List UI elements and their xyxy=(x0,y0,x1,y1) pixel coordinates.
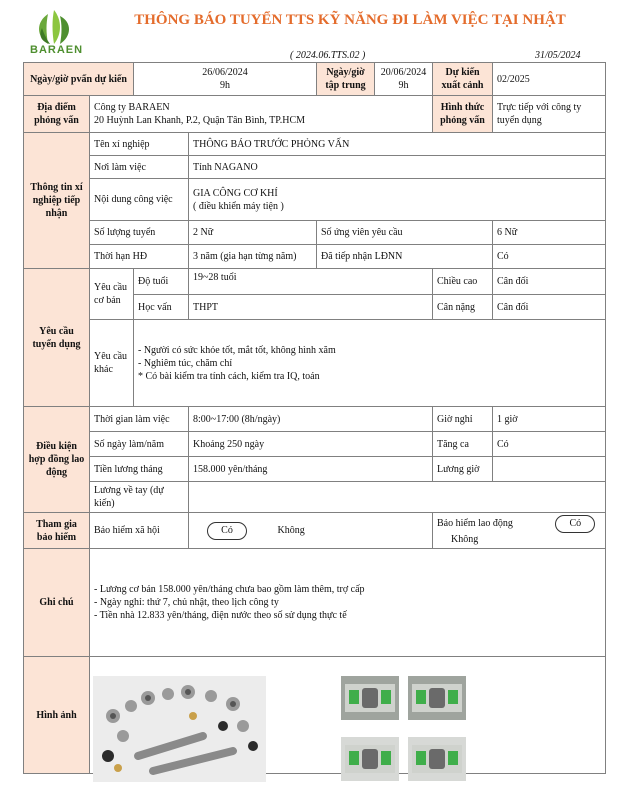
height-label: Chiều cao xyxy=(433,269,493,295)
salary-label: Tiền lương tháng xyxy=(90,457,189,482)
document-code: ( 2024.06.TTS.02 ) xyxy=(290,50,366,61)
location-label: Địa điểm phỏng vấn xyxy=(24,96,90,133)
ldnn: Có xyxy=(493,245,606,269)
note-item: - Tiền nhà 12.833 yên/tháng, điện nước theo số sử dụng thực tế xyxy=(94,610,347,621)
notes xyxy=(90,549,606,657)
contract-label: Thời hạn HĐ xyxy=(90,245,189,269)
interview-time-value: 9h xyxy=(220,80,230,91)
age: 19~28 tuổi xyxy=(189,269,433,295)
net-salary xyxy=(189,482,606,513)
other-req xyxy=(134,320,606,407)
bolts-photo xyxy=(93,676,266,782)
net-salary-label: Lương về tay (dự kiến) xyxy=(90,482,189,513)
conditions-label: Điều kiện hợp đồng lao động xyxy=(24,407,90,513)
note-item: - Lương cơ bản 158.000 yên/tháng chưa bao gồm làm thêm, trợ cấp xyxy=(94,584,365,595)
notes-label: Ghi chú xyxy=(24,549,90,657)
hourly xyxy=(493,457,606,482)
labor-insurance-yes: Có xyxy=(555,515,595,533)
gather-date-value: 20/06/2024 xyxy=(380,67,427,78)
info-table xyxy=(23,62,606,774)
departure-label: Dự kiến xuất cảnh xyxy=(433,63,493,96)
weight-label: Cân nặng xyxy=(433,295,493,320)
other-req-item: - Người có sức khỏe tốt, mắt tốt, không hình xăm xyxy=(138,344,336,356)
job-label: Nội dung công việc xyxy=(90,179,189,221)
workplace-label: Nơi làm việc xyxy=(90,156,189,179)
hours-label: Thời gian làm việc xyxy=(90,407,189,432)
interview-date-label: Ngày/giờ pvấn dự kiến xyxy=(24,63,134,96)
requirements-label: Yêu cầu tuyển dụng xyxy=(24,269,90,407)
age-label: Độ tuổi xyxy=(134,269,189,295)
page-title: THÔNG BÁO TUYỂN TTS KỸ NĂNG ĐI LÀM VIỆC TẠI NHẬT xyxy=(134,12,566,28)
education-label: Học vấn xyxy=(134,295,189,320)
overtime: Có xyxy=(493,432,606,457)
quantity-label: Số lượng tuyển xyxy=(90,221,189,245)
social-insurance-yes: Có xyxy=(207,522,247,540)
gather-date xyxy=(375,63,433,96)
break-label: Giờ nghỉ xyxy=(433,407,493,432)
logo-text: BARAEN xyxy=(30,44,84,56)
hours: 8:00~17:00 (8h/ngày) xyxy=(189,407,433,432)
other-req-item: - Nghiêm túc, chăm chỉ xyxy=(138,357,233,369)
quantity: 2 Nữ xyxy=(189,221,317,245)
hourly-label: Lương giờ xyxy=(433,457,493,482)
ldnn-label: Đã tiếp nhận LĐNN xyxy=(317,245,493,269)
machine-photo-1 xyxy=(341,676,399,720)
machine-photo-4 xyxy=(408,737,466,781)
social-insurance-options xyxy=(189,513,433,549)
company-name-label: Tên xí nghiệp xyxy=(90,133,189,156)
workplace: Tỉnh NAGANO xyxy=(189,156,606,179)
contract: 3 năm (gia hạn từng năm) xyxy=(189,245,317,269)
departure-value: 02/2025 xyxy=(493,63,606,96)
machine-photo-2 xyxy=(408,676,466,720)
applicants-label: Số ứng viên yêu cầu xyxy=(317,221,493,245)
other-req-label: Yêu cầu khác xyxy=(90,320,134,407)
document-date: 31/05/2024 xyxy=(535,50,581,61)
break: 1 giờ xyxy=(493,407,606,432)
social-insurance-no: Không xyxy=(277,524,305,536)
weight: Cân đối xyxy=(493,295,606,320)
height: Cân đối xyxy=(493,269,606,295)
company-info-label: Thông tin xí nghiệp tiếp nhận xyxy=(24,133,90,269)
company-name: THÔNG BÁO TRƯỚC PHỎNG VẤN xyxy=(189,133,606,156)
labor-insurance-no: Không xyxy=(451,534,479,545)
job-description xyxy=(189,179,606,221)
note-item: - Ngày nghỉ: thứ 7, chủ nhật, theo lịch công ty xyxy=(94,597,279,608)
location-value xyxy=(90,96,433,133)
education: THPT xyxy=(189,295,433,320)
days-label: Số ngày làm/năm xyxy=(90,432,189,457)
gather-date-label: Ngày/giờ tập trung xyxy=(317,63,375,96)
labor-insurance xyxy=(433,513,606,549)
job-line1: GIA CÔNG CƠ KHÍ xyxy=(193,187,278,199)
social-insurance-label: Bảo hiểm xã hội xyxy=(90,513,189,549)
machine-photo-3 xyxy=(341,737,399,781)
interview-date xyxy=(134,63,317,96)
days: Khoảng 250 ngày xyxy=(189,432,433,457)
applicants: 6 Nữ xyxy=(493,221,606,245)
location-line1: Công ty BARAEN xyxy=(94,102,170,113)
labor-insurance-label: Bảo hiểm lao động xyxy=(437,518,513,529)
basic-req-label: Yêu cầu cơ bản xyxy=(90,269,134,320)
format-value: Trực tiếp với công ty tuyển dụng xyxy=(493,96,606,133)
overtime-label: Tăng ca xyxy=(433,432,493,457)
salary: 158.000 yên/tháng xyxy=(189,457,433,482)
images-label: Hình ảnh xyxy=(24,657,90,774)
job-line2: ( điều khiển máy tiện ) xyxy=(193,200,284,212)
location-line2: 20 Huỳnh Lan Khanh, P.2, Quận Tân Bình, TP.HCM xyxy=(94,115,306,126)
other-req-item: * Có bài kiểm tra tính cách, kiểm tra IQ, toán xyxy=(138,370,320,382)
insurance-label: Tham gia bảo hiểm xyxy=(24,513,90,549)
gather-time-value: 9h xyxy=(398,80,409,91)
interview-date-value: 26/06/2024 xyxy=(202,67,248,78)
format-label: Hình thức phỏng vấn xyxy=(433,96,493,133)
